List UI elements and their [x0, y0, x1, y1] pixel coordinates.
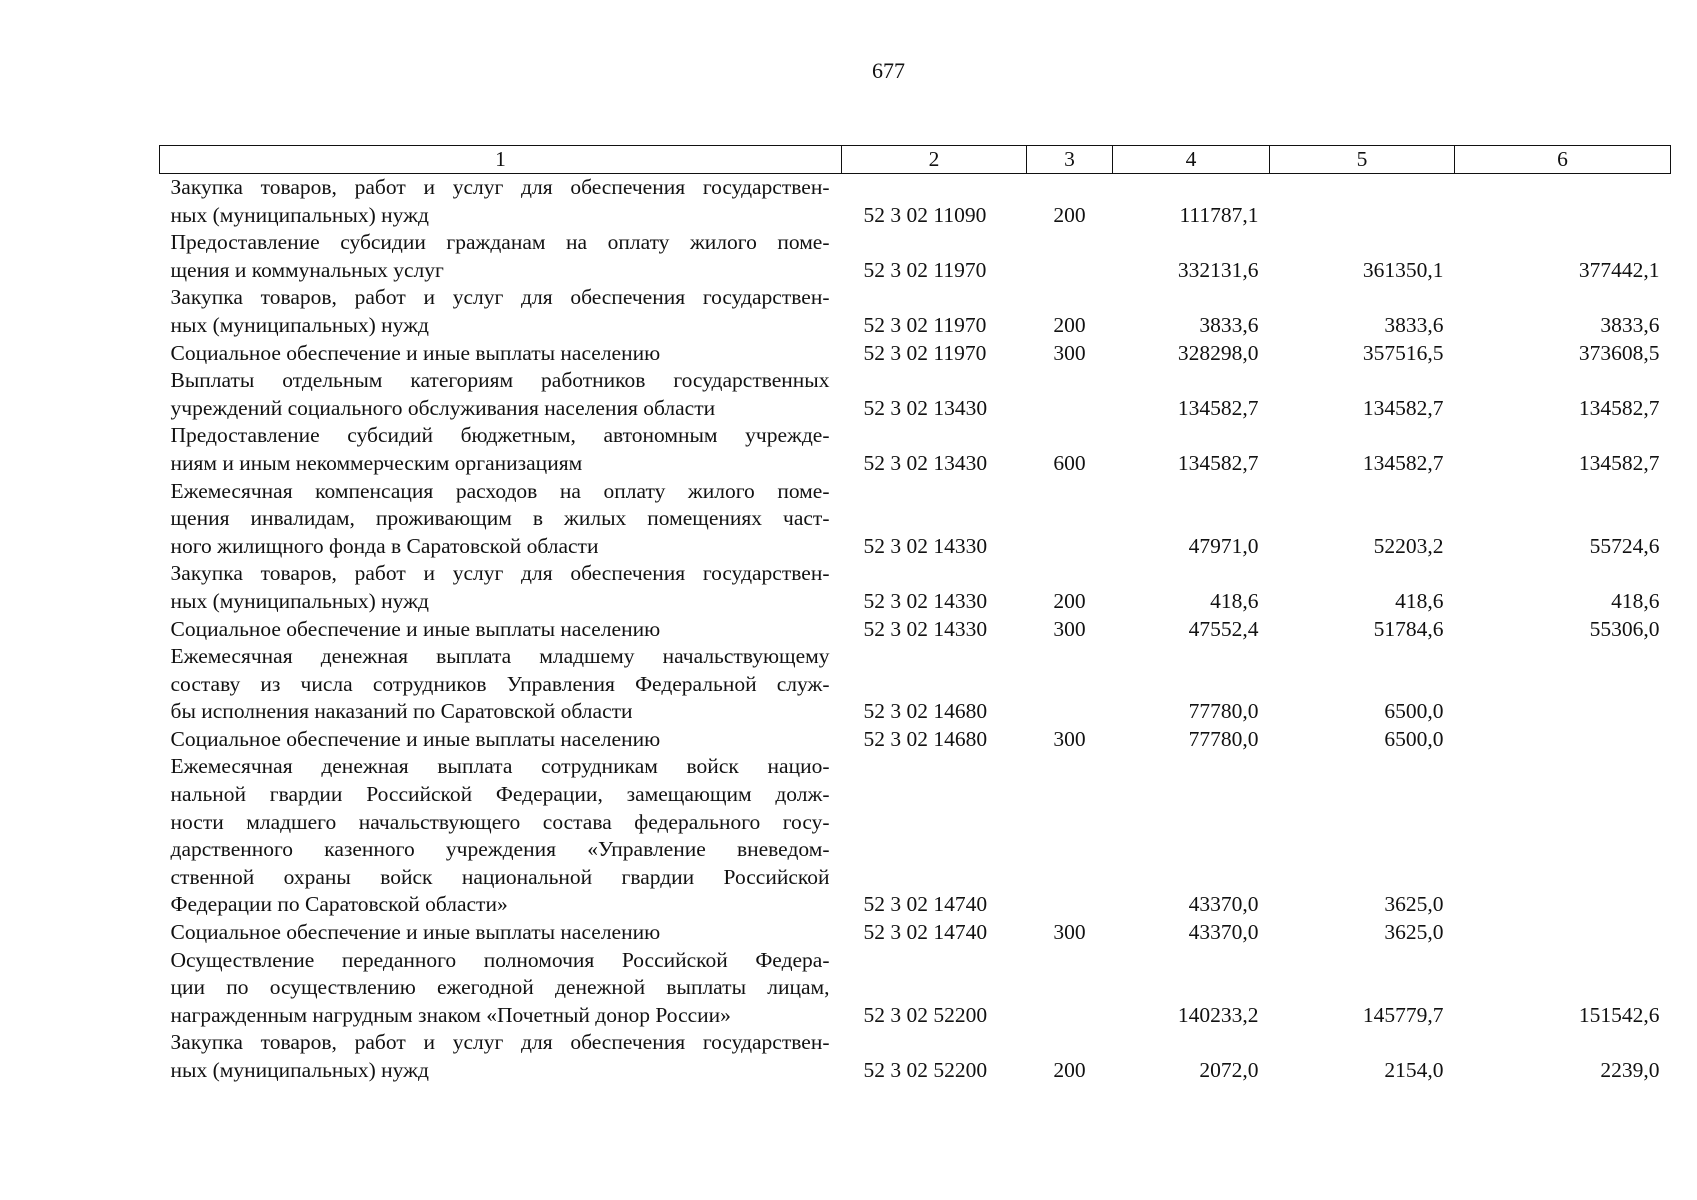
row-csr-code: 52 3 02 52200	[863, 1058, 988, 1082]
table-header	[160, 146, 1671, 174]
row-name-line: ных (муниципальных) нужд	[170, 1058, 429, 1082]
row-csr-code: 52 3 02 13430	[863, 450, 988, 475]
row-name-line: Федерации по Саратовской области»	[170, 892, 508, 917]
row-value-col4: 77780,0	[1188, 726, 1259, 751]
row-expense-type: 300	[1053, 616, 1086, 641]
row-name-line: бы исполнения наказаний по Саратовской области	[170, 699, 633, 724]
row-value-col5: 52203,2	[1373, 533, 1444, 558]
row-csr-code: 52 3 02 11970	[863, 312, 987, 337]
row-csr-code: 52 3 02 14330	[863, 588, 988, 613]
row-name	[160, 284, 842, 339]
row-csr-code: 52 3 02 14680	[863, 699, 988, 724]
row-name-line: Ежемесячная денежная выплата сотрудникам войск нацио-	[170, 754, 830, 779]
row-name-line: Ежемесячная денежная выплата младшему начальствующему	[170, 644, 830, 669]
row-value-col6	[1455, 919, 1671, 947]
row-name-line: Предоставление субсидии гражданам на оплату жилого поме-	[170, 230, 830, 255]
row-expense-type	[1027, 229, 1113, 284]
row-value-col6: 151542,6	[1578, 1002, 1660, 1027]
page-number: 677	[872, 58, 905, 83]
row-name-line: Предоставление субсидий бюджетным, автономным учрежде-	[170, 423, 830, 448]
row-expense-type: 300	[1053, 340, 1086, 365]
row-value-col5: 6500,0	[1384, 699, 1444, 724]
table-row	[160, 643, 1671, 726]
row-name	[160, 478, 842, 561]
row-value-col4: 332131,6	[1177, 257, 1259, 282]
row-expense-type: 600	[1053, 450, 1086, 475]
row-name	[160, 229, 842, 284]
row-value-col5: 134582,7	[1362, 450, 1444, 475]
row-name-line: ности младшего начальствующего состава федерального госу-	[170, 809, 830, 834]
row-name-line: Ежемесячная компенсация расходов на оплату жилого поме-	[170, 478, 830, 503]
row-name	[160, 643, 842, 726]
row-name-line: награжденным нагрудным знаком «Почетный донор России»	[170, 1002, 731, 1027]
row-name-line: ных (муниципальных) нужд	[170, 312, 429, 337]
row-value-col6: 134582,7	[1578, 450, 1660, 475]
row-expense-type	[1027, 947, 1113, 1030]
row-name-line: Закупка товаров, работ и услуг для обеспечения государствен-	[170, 561, 830, 586]
row-name	[160, 174, 842, 230]
header-row	[160, 146, 1671, 174]
row-expense-type	[1027, 478, 1113, 561]
row-name	[160, 753, 842, 919]
row-value-col4: 43370,0	[1188, 920, 1259, 945]
row-expense-type: 200	[1053, 1058, 1086, 1082]
row-value-col6: 55306,0	[1589, 616, 1660, 641]
row-value-col4: 43370,0	[1188, 892, 1259, 917]
row-csr-code: 52 3 02 14330	[863, 533, 988, 558]
row-name	[160, 560, 842, 615]
row-value-col5: 3625,0	[1384, 892, 1444, 917]
row-name	[160, 947, 842, 1030]
row-expense-type: 200	[1053, 588, 1086, 613]
budget-table	[159, 145, 1671, 1085]
row-name	[160, 1029, 842, 1084]
header-col-5: 5	[1270, 146, 1455, 174]
row-value-col5	[1270, 174, 1455, 230]
row-csr-code: 52 3 02 11970	[863, 257, 987, 282]
row-csr-code: 52 3 02 13430	[863, 395, 988, 420]
row-csr-code: 52 3 02 14330	[863, 616, 988, 641]
header-col-3: 3	[1027, 146, 1113, 174]
row-value-col5: 51784,6	[1373, 616, 1444, 641]
row-name-line: ственной охраны войск национальной гвардии Российской	[170, 864, 830, 889]
row-value-col6: 418,6	[1611, 588, 1660, 613]
row-name-line: ниям и иным некоммерческим организациям	[170, 450, 583, 475]
row-csr-code: 52 3 02 11970	[863, 340, 987, 365]
row-value-col5: 3833,6	[1384, 312, 1444, 337]
row-expense-type	[1027, 367, 1113, 422]
row-expense-type	[1027, 753, 1113, 919]
row-name	[160, 726, 842, 754]
row-name-line: Закупка товаров, работ и услуг для обеспечения государствен-	[170, 175, 830, 199]
row-name-line: Социальное обеспечение и иные выплаты населению	[170, 920, 661, 945]
row-value-col6: 134582,7	[1578, 395, 1660, 420]
row-name-line: ного жилищного фонда в Саратовской области	[170, 533, 599, 558]
table-row	[160, 340, 1671, 368]
row-value-col4: 328298,0	[1177, 340, 1259, 365]
row-name-line: дарственного казенного учреждения «Управление вневедом-	[170, 837, 830, 862]
row-name-line: Социальное обеспечение и иные выплаты населению	[170, 340, 661, 365]
row-name-line: щения и коммунальных услуг	[170, 257, 444, 282]
row-value-col6: 373608,5	[1578, 340, 1660, 365]
row-name-line: Осуществление переданного полномочия Российской Федера-	[170, 947, 830, 972]
row-value-col6: 55724,6	[1589, 533, 1660, 558]
table-row	[160, 560, 1671, 615]
row-name	[160, 367, 842, 422]
row-name	[160, 616, 842, 644]
row-value-col4: 47971,0	[1188, 533, 1259, 558]
row-value-col4: 140233,2	[1177, 1002, 1259, 1027]
row-name	[160, 340, 842, 368]
row-name-line: нальной гвардии Российской Федерации, замещающим долж-	[170, 782, 830, 807]
table-row	[160, 284, 1671, 339]
row-expense-type: 200	[1053, 202, 1086, 227]
row-value-col6	[1455, 174, 1671, 230]
row-value-col5: 361350,1	[1362, 257, 1444, 282]
row-expense-type: 300	[1053, 920, 1086, 945]
row-value-col4: 134582,7	[1177, 450, 1259, 475]
row-name-line: составу из числа сотрудников Управления Федеральной служ-	[170, 671, 830, 696]
row-value-col6	[1455, 643, 1671, 726]
row-name-line: учреждений социального обслуживания населения области	[170, 395, 716, 420]
row-name-line: щения инвалидам, проживающим в жилых помещениях част-	[170, 506, 830, 531]
row-expense-type: 200	[1053, 312, 1086, 337]
row-value-col6	[1455, 726, 1671, 754]
table-row	[160, 616, 1671, 644]
row-value-col4: 2072,0	[1199, 1058, 1259, 1082]
row-name-line: Выплаты отдельным категориям работников государственных	[170, 368, 830, 393]
row-name-line: ных (муниципальных) нужд	[170, 202, 429, 227]
table-row	[160, 174, 1671, 230]
header-col-2: 2	[842, 146, 1027, 174]
row-value-col4: 3833,6	[1199, 312, 1259, 337]
row-value-col5: 3625,0	[1384, 920, 1444, 945]
row-csr-code: 52 3 02 11090	[863, 202, 987, 227]
row-csr-code: 52 3 02 14680	[863, 726, 988, 751]
table-row	[160, 753, 1671, 919]
row-name	[160, 919, 842, 947]
row-value-col6: 377442,1	[1578, 257, 1660, 282]
row-name	[160, 422, 842, 477]
row-value-col6	[1455, 753, 1671, 919]
header-col-6: 6	[1455, 146, 1671, 174]
row-value-col5: 418,6	[1395, 588, 1444, 613]
header-col-1: 1	[160, 146, 842, 174]
row-name-line: Социальное обеспечение и иные выплаты населению	[170, 616, 661, 641]
table-row	[160, 947, 1671, 1030]
table-row	[160, 229, 1671, 284]
row-name-line: ции по осуществлению ежегодной денежной выплаты лицам,	[170, 975, 830, 1000]
table-row	[160, 478, 1671, 561]
row-value-col5: 134582,7	[1362, 395, 1444, 420]
row-value-col5: 145779,7	[1362, 1002, 1444, 1027]
row-value-col4: 111787,1	[1179, 202, 1259, 227]
row-name-line: ных (муниципальных) нужд	[170, 588, 429, 613]
header-col-4: 4	[1113, 146, 1270, 174]
table-row	[160, 422, 1671, 477]
row-csr-code: 52 3 02 14740	[863, 920, 988, 945]
row-value-col4: 47552,4	[1188, 616, 1259, 641]
row-value-col6: 3833,6	[1600, 312, 1660, 337]
row-value-col5: 6500,0	[1384, 726, 1444, 751]
table-row	[160, 367, 1671, 422]
row-name-line: Закупка товаров, работ и услуг для обеспечения государствен-	[170, 1030, 830, 1055]
table-row	[160, 919, 1671, 947]
table-row	[160, 1029, 1671, 1084]
row-value-col4: 418,6	[1210, 588, 1259, 613]
row-name-line: Социальное обеспечение и иные выплаты населению	[170, 726, 661, 751]
row-value-col4: 134582,7	[1177, 395, 1259, 420]
row-value-col4: 77780,0	[1188, 699, 1259, 724]
row-csr-code: 52 3 02 14740	[863, 892, 988, 917]
row-expense-type: 300	[1053, 726, 1086, 751]
table-row	[160, 726, 1671, 754]
row-csr-code: 52 3 02 52200	[863, 1002, 988, 1027]
row-value-col5: 357516,5	[1362, 340, 1444, 365]
row-expense-type	[1027, 643, 1113, 726]
row-name-line: Закупка товаров, работ и услуг для обеспечения государствен-	[170, 285, 830, 310]
row-value-col5: 2154,0	[1384, 1058, 1444, 1082]
row-value-col6: 2239,0	[1600, 1058, 1660, 1082]
table-body	[160, 174, 1671, 1085]
